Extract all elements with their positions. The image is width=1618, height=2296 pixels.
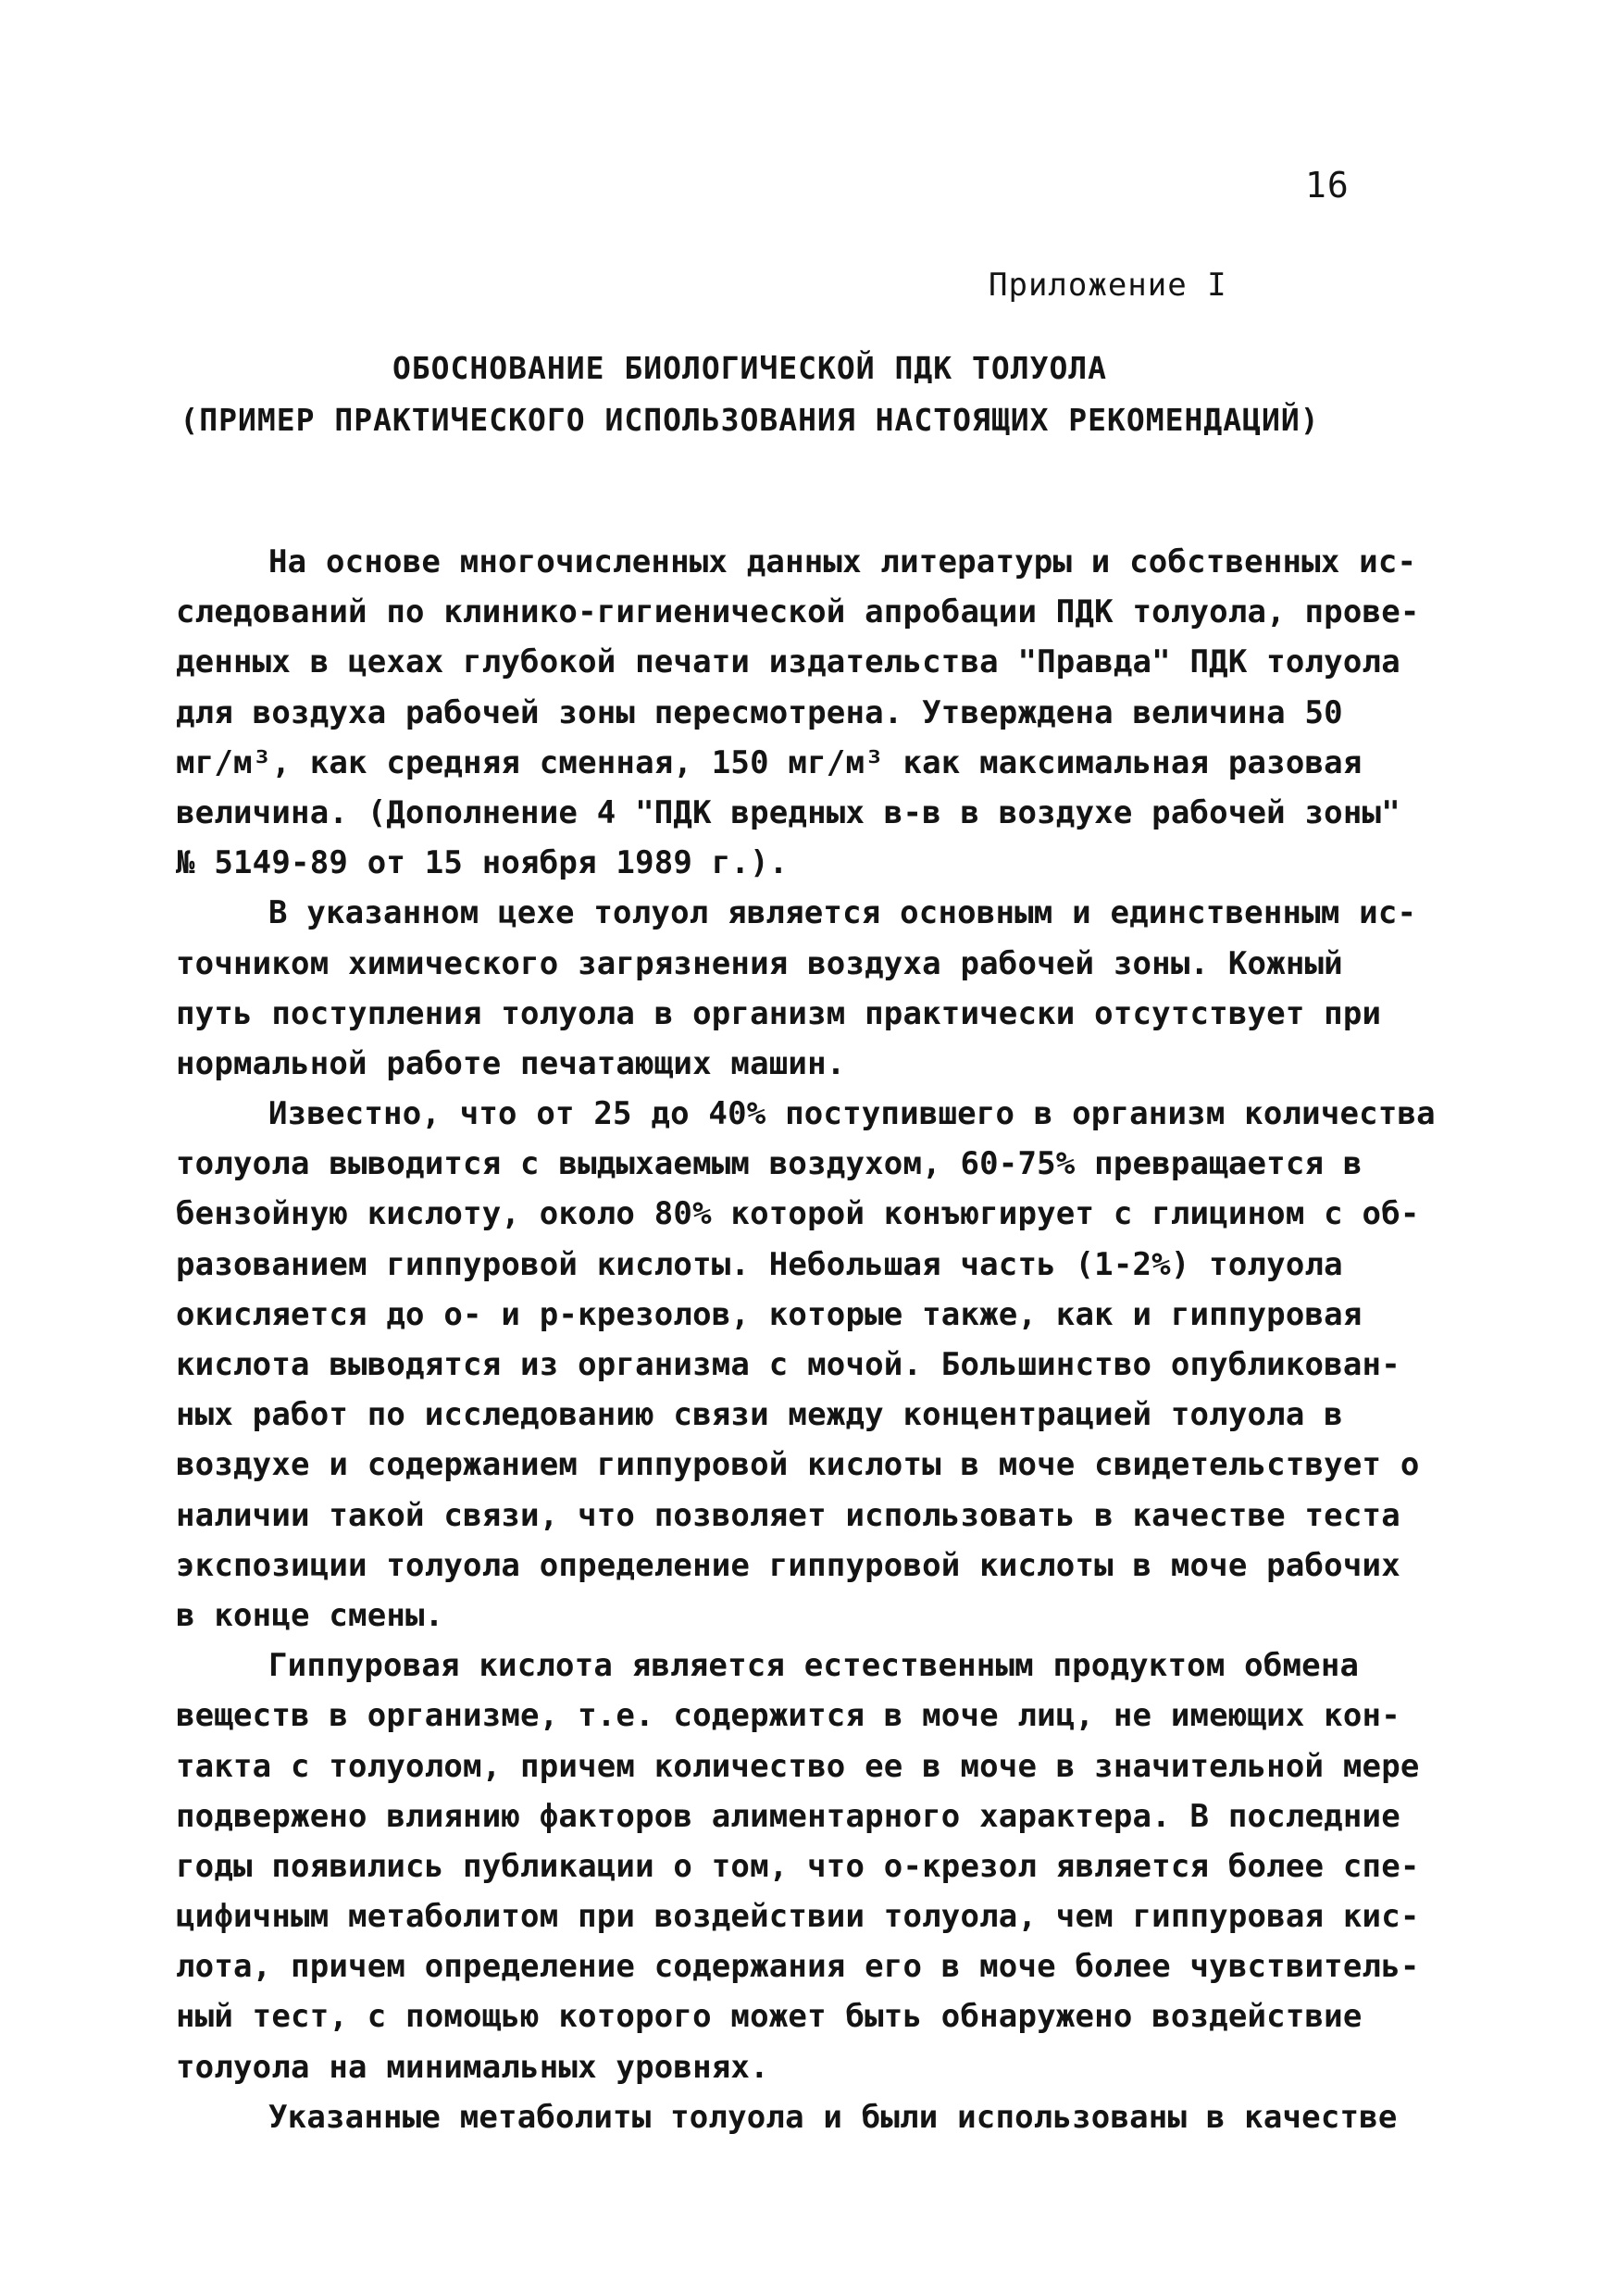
body-line: ный тест, с помощью которого может быть обнаружено воздействие xyxy=(176,1998,1363,2036)
body-line: путь поступления толуола в организм практически отсутствует при xyxy=(176,994,1382,1032)
body-line: подвержено влиянию факторов алиментарного характера. В последние xyxy=(176,1797,1400,1835)
body-line: бензойную кислоту, около 80% которой конъюгирует с глицином с об- xyxy=(176,1195,1420,1233)
body-line: экспозиции толуола определение гиппуровой кислоты в моче рабочих xyxy=(176,1546,1400,1584)
body-line: воздухе и содержанием гиппуровой кислоты в моче свидетельствует о xyxy=(176,1446,1420,1484)
body-line: На основе многочисленных данных литературы и собственных ис- xyxy=(268,543,1417,580)
body-text xyxy=(176,537,1462,2142)
body-line: для воздуха рабочей зоны пересмотрена. Утверждена величина 50 xyxy=(176,693,1343,731)
body-line: веществ в организме, т.е. содержится в моче лиц, не имеющих кон- xyxy=(176,1697,1400,1735)
appendix-label: Приложение I xyxy=(989,267,1227,304)
body-line: толуола выводится с выдыхаемым воздухом, 60-75% превращается в xyxy=(176,1145,1363,1183)
body-line: окисляется до о- и р-крезолов, которые также, как и гиппуровая xyxy=(176,1295,1363,1333)
body-line: наличии такой связи, что позволяет использовать в качестве теста xyxy=(176,1496,1400,1534)
body-line: величина. (Дополнение 4 "ПДК вредных в-в в воздухе рабочей зоны" xyxy=(176,793,1400,831)
body-line: Указанные метаболиты толуола и были использованы в качестве xyxy=(268,2098,1398,2136)
body-line: Гиппуровая кислота является естественным продуктом обмена xyxy=(268,1647,1360,1685)
title-line-2: (ПРИМЕР ПРАКТИЧЕСКОГО ИСПОЛЬЗОВАНИЯ НАСТОЯЩИХ РЕКОМЕНДАЦИЙ) xyxy=(180,402,1320,438)
body-line: в конце смены. xyxy=(176,1596,444,1634)
body-line: лота, причем определение содержания его в моче более чувствитель- xyxy=(176,1948,1420,1986)
body-line: цифичным метаболитом при воздействии толуола, чем гиппуровая кис- xyxy=(176,1898,1420,1936)
body-line: точником химического загрязнения воздуха рабочей зоны. Кожный xyxy=(176,944,1343,982)
body-line: нормальной работе печатающих машин. xyxy=(176,1044,846,1082)
body-line: денных в цехах глубокой печати издательства "Правда" ПДК толуола xyxy=(176,643,1400,681)
body-line: такта с толуолом, причем количество ее в моче в значительной мере xyxy=(176,1747,1420,1785)
document-title xyxy=(148,343,1351,446)
body-line: Известно, что от 25 до 40% поступившего в организм количества xyxy=(268,1095,1436,1133)
page-number: 16 xyxy=(1305,165,1350,206)
body-line: годы появились публикации о том, что о-крезол является более спе- xyxy=(176,1847,1420,1885)
body-line: разованием гиппуровой кислоты. Небольшая часть (1-2%) толуола xyxy=(176,1245,1343,1283)
body-line: В указанном цехе толуол является основным и единственным ис- xyxy=(268,894,1417,932)
body-line: мг/м³, как средняя сменная, 150 мг/м³ как максимальная разовая xyxy=(176,743,1363,781)
body-line: № 5149-89 от 15 ноября 1989 г.). xyxy=(176,844,789,882)
body-line: следований по клинико-гигиенической апробации ПДК толуола, прове- xyxy=(176,593,1420,631)
body-line: кислота выводятся из организма с мочой. Большинство опубликован- xyxy=(176,1346,1400,1383)
body-line: толуола на минимальных уровнях. xyxy=(176,2048,769,2086)
body-line: ных работ по исследованию связи между концентрацией толуола в xyxy=(176,1396,1343,1434)
title-line-1: ОБОСНОВАНИЕ БИОЛОГИЧЕСКОЙ ПДК ТОЛУОЛА xyxy=(392,350,1108,386)
